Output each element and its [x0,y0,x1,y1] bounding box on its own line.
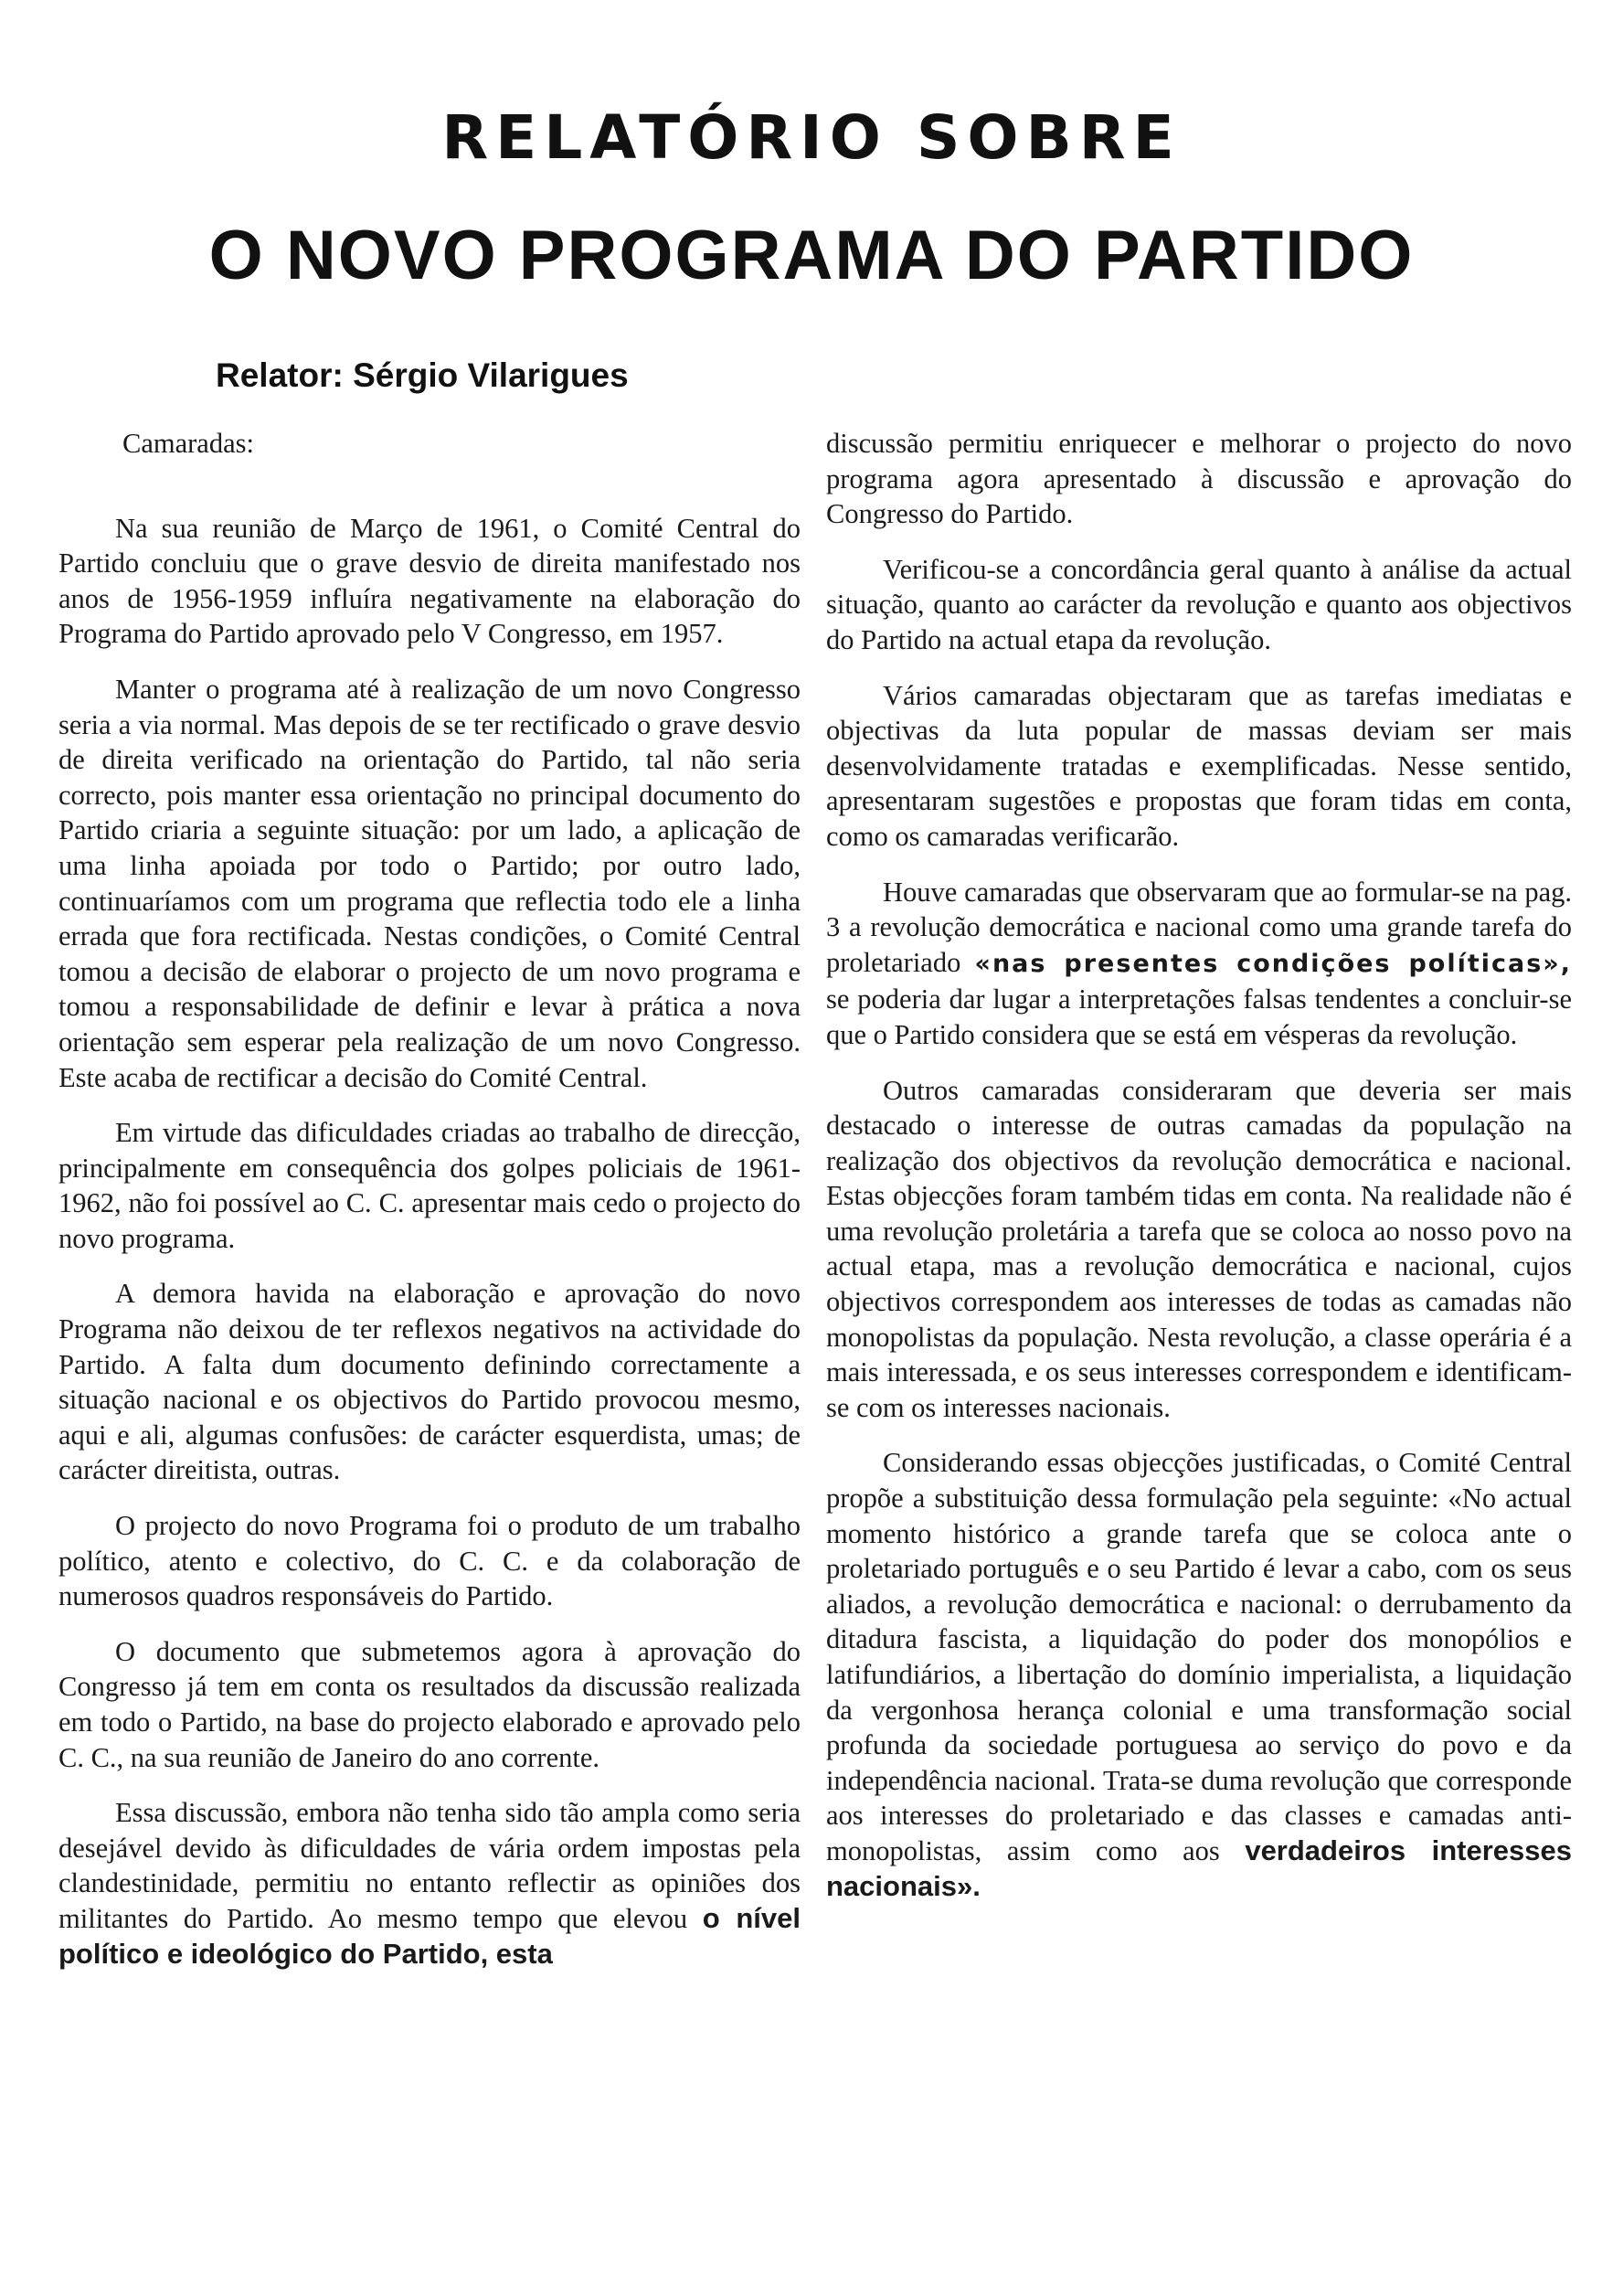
paragraph: Na sua reunião de Março de 1961, o Comité Central do Partido concluiu que o grave desvio de direita manifestado nos anos de 1956-1959 influíra negativamente na elaboração do Programa do Partido aprovado pelo V Congresso, em 1957. [58,512,801,650]
left-column [58,426,801,1992]
byline: Relator: Sérgio Vilarigues [216,356,629,394]
paragraph: Em virtude das dificuldades criadas ao trabalho de direcção, principalmente em consequência dos golpes policiais de 1961-1962, não foi possível ao C. C. apresentar mais cedo o projecto do novo programa. [58,1117,801,1254]
report-title: RELATÓRIO SOBRE [441,102,1182,173]
paragraph-text: Houve camaradas que observaram que ao formular-se na pag. 3 a revolução democrática e nacional como uma grande tarefa do proletariado [826,876,1572,978]
quoted-emphasis: «nas presentes condições políticas», [974,949,1572,978]
paragraph: O projecto do novo Programa foi o produto de um trabalho político, atento e colectivo, do C. C. e da colaboração de numerosos quadros responsáveis do Partido. [58,1510,801,1612]
report-subtitle: O NOVO PROGRAMA DO PARTIDO [208,217,1415,294]
greeting: Camaradas: [122,428,254,459]
paragraph-continuation: discussão permitiu enriquecer e melhorar o projecto do novo programa agora apresentado à discussão e aprovação do Congresso do Partido. [826,428,1572,530]
paragraph: Outros camaradas consideraram que deveria ser mais destacado o interesse de outras camadas da população na realização dos objectivos da revolução democrática e nacional. Estas objecções foram também tidas em conta. Na realidade não é uma revolução proletária a tarefa que se coloca ao nosso povo na actual etapa, mas a revolução democrática e nacional, cujos objectivos correspondem aos interesses de todas as camadas não monopolistas da população. Nesta revolução, a classe operária é a mais interessada, e os seus interesses correspondem e identificam-se com os interesses nacionais. [826,1074,1572,1423]
paragraph-text: se poderia dar lugar a interpretações falsas tendentes a concluir-se que o Partido considera que se está em vésperas da revolução. [826,983,1572,1050]
paragraph-text: Essa discussão, embora não tenha sido tão ampla como seria desejável devido às dificuldades de vária ordem impostas pela clandestinidade, permitiu no entanto reflectir as opiniões dos militantes do Partido. Ao mesmo tempo que elevou [58,1797,801,1934]
paragraph: Manter o programa até à realização de um novo Congresso seria a via normal. Mas depois de se ter rectificado o grave desvio de direita verificado na orientação do Partido, tal não seria correcto, pois manter essa orientação no principal documento do Partido criaria a seguinte situação: por um lado, a aplicação de uma linha apoiada por todo o Partido; por outro lado, continuaríamos com um programa que reflectia todo ele a linha errada que fora rectificada. Nestas condições, o Comité Central tomou a decisão de elaborar o projecto de um novo programa e tomou a responsabilidade de definir e levar à prática a nova orientação sem esperar pela realização de um novo Congresso. Este acaba de rectificar a decisão do Comité Central. [58,673,801,1093]
paragraph [826,1445,1572,1904]
paragraph-continued [58,1795,801,1972]
paragraph: Verificou-se a concordância geral quanto à análise da actual situação, quanto ao carácter da revolução e quanto aos objectivos do Partido na actual etapa da revolução. [826,553,1572,655]
bold-text: verdadeiros interesses nacionais». [826,1834,1572,1902]
paragraph: A demora havida na elaboração e aprovação do novo Programa não deixou de ter reflexos negativos na actividade do Partido. A falta dum documento definindo correctamente a situação nacional e os objectivos do Partido provocou mesmo, aqui e ali, algumas confusões: de carácter esquerdista, umas; de carácter direitista, outras. [58,1278,801,1486]
paragraph-text: Considerando essas objecções justificadas, o Comité Central propõe a substituição dessa formulação pela seguinte: «No actual momento histórico a grande tarefa que se coloca ante o proletariado português e o seu Partido é levar a cabo, com os seus aliados, a revolução democrática e nacional: o derrubamento da ditadura fascista, a liquidação do poder dos monopólios e latifundiários, a libertação do domínio imperialista, a liquidação da vergonhosa herança colonial e uma transformação social profunda da sociedade portuguesa ao serviço do povo e da independência nacional. Trata-se duma revolução que corresponde aos interesses do proletariado e das classes e camadas anti-monopolistas, assim como aos [826,1447,1572,1866]
right-column [826,426,1572,1924]
paragraph: O documento que submetemos agora à aprovação do Congresso já tem em conta os resultados da discussão realizada em todo o Partido, na base do projecto elaborado e aprovado pelo C. C., na sua reunião de Janeiro do ano corrente. [58,1635,801,1773]
paragraph [826,875,1572,1053]
paragraph: Vários camaradas objectaram que as tarefas imediatas e objectivas da luta popular de massas deviam ser mais desenvolvidamente tratadas e exemplificadas. Nesse sentido, apresentaram sugestões e propostas que foram tidas em conta, como os camaradas verificarão. [826,679,1572,852]
bold-text: o nível político e ideológico do Partido, esta [58,1901,801,1970]
